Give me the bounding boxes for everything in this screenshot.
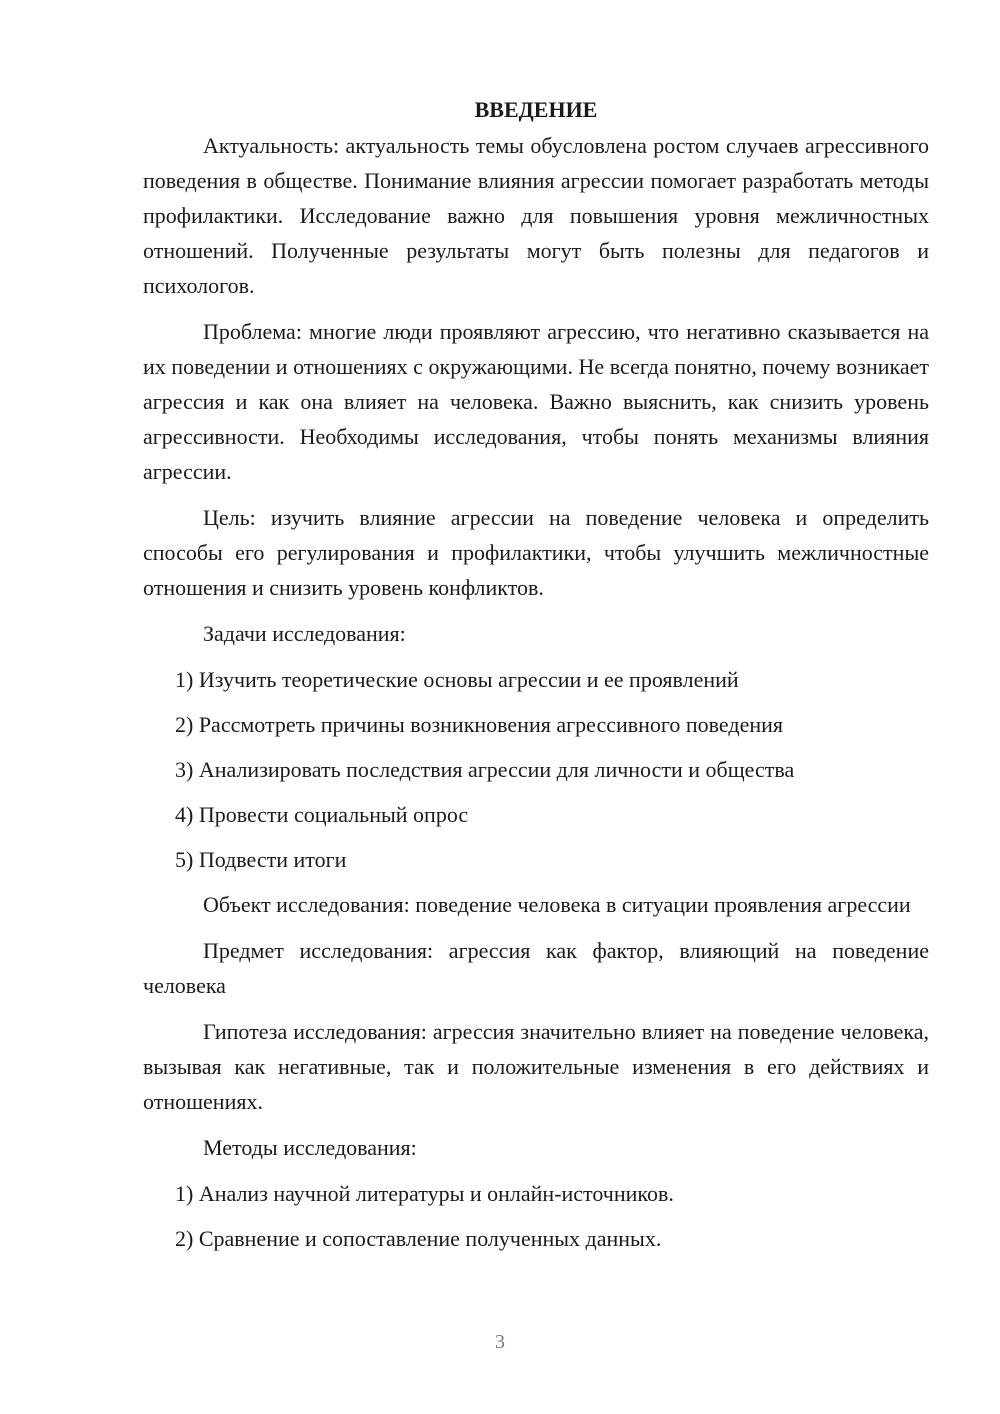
task-item-2: 2) Рассмотреть причины возникновения агрессивного поведения: [175, 712, 784, 737]
methods-heading: Методы исследования:: [203, 1135, 417, 1160]
task-item-3: 3) Анализировать последствия агрессии для личности и общества: [175, 757, 795, 782]
document-page: [143, 92, 929, 1266]
method-item-2: 2) Сравнение и сопоставление полученных данных.: [175, 1226, 662, 1251]
task-item-1: 1) Изучить теоретические основы агрессии и ее проявлений: [175, 667, 739, 692]
paragraph-hypothesis: Гипотеза исследования: агрессия значительно влияет на поведение человека, вызывая как негативные, так и положительные изменения в его действиях и отношениях.: [143, 1019, 929, 1114]
task-item-4: 4) Провести социальный опрос: [175, 802, 469, 827]
paragraph-object: Объект исследования: поведение человека в ситуации проявления агрессии: [203, 892, 911, 917]
paragraph-relevance: Актуальность: актуальность темы обусловлена ростом случаев агрессивного поведения в обществе. Понимание влияния агрессии помогает разработать методы профилактики. Исследование важно для повышения уровня межличностных отношений. Полученные результаты могут быть полезны для педагогов и психологов.: [143, 133, 929, 298]
page-number: 3: [495, 1331, 505, 1353]
paragraph-goal: Цель: изучить влияние агрессии на поведение человека и определить способы его регулирования и профилактики, чтобы улучшить межличностные отношения и снизить уровень конфликтов.: [143, 505, 929, 600]
paragraph-problem: Проблема: многие люди проявляют агрессию, что негативно сказывается на их поведении и отношениях с окружающими. Не всегда понятно, почему возникает агрессия и как она влияет на человека. Важно выяснить, как снизить уровень агрессивности. Необходимы исследования, чтобы понять механизмы влияния агрессии.: [143, 319, 929, 484]
paragraph-subject: Предмет исследования: агрессия как фактор, влияющий на поведение человека: [143, 938, 929, 998]
page-title: ВВЕДЕНИЕ: [474, 97, 598, 122]
task-item-5: 5) Подвести итоги: [175, 847, 347, 872]
tasks-heading: Задачи исследования:: [203, 621, 406, 646]
method-item-1: 1) Анализ научной литературы и онлайн-источников.: [175, 1181, 674, 1206]
